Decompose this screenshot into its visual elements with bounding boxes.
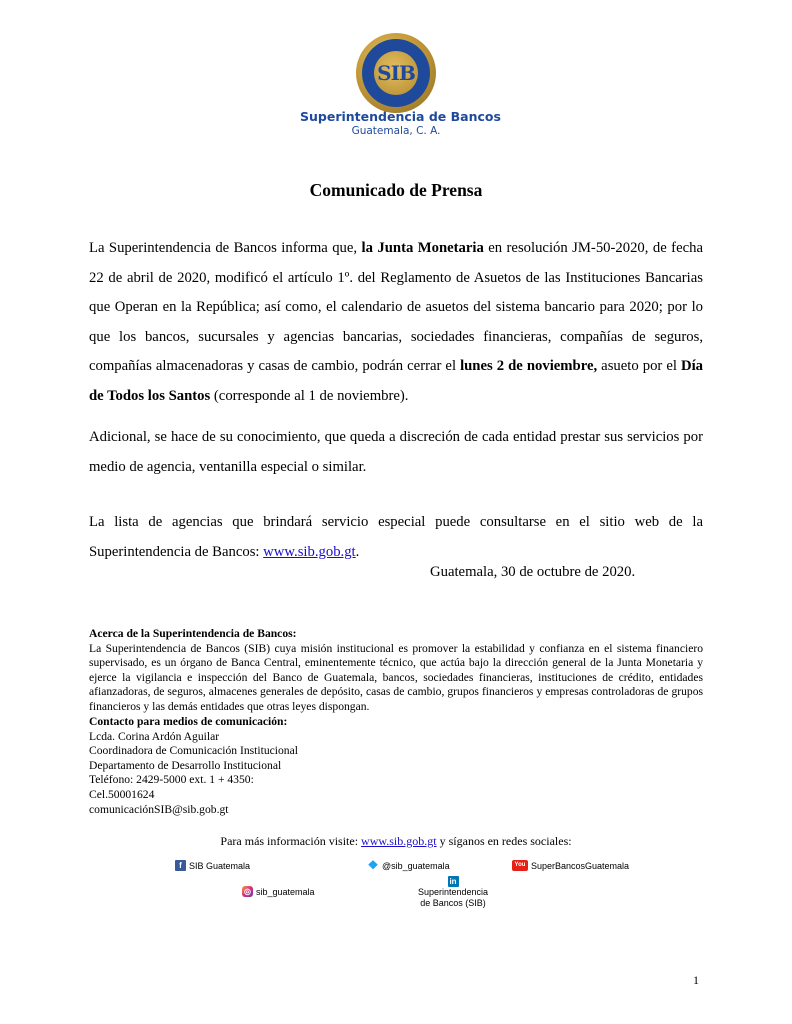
- text-run: asueto por el: [597, 358, 681, 374]
- instagram-label: sib_guatemala: [256, 886, 315, 897]
- seal-text: SIB: [377, 61, 415, 85]
- contact-section: [89, 715, 703, 817]
- twitter-icon: ❖: [367, 858, 379, 872]
- social-twitter[interactable]: [367, 860, 450, 871]
- bold-junta-monetaria: la Junta Monetaria: [361, 240, 484, 256]
- page-number: 1: [693, 973, 699, 987]
- org-name: Superintendencia de Bancos: [300, 109, 501, 124]
- linkedin-icon: in: [449, 877, 457, 886]
- seal-ring: [362, 39, 430, 107]
- sib-website-link-footer[interactable]: www.sib.gob.gt: [361, 834, 437, 848]
- about-section: [89, 627, 703, 715]
- social-instagram[interactable]: [242, 886, 315, 897]
- more-info-line: [0, 834, 792, 849]
- paragraph-agencies: [89, 508, 703, 567]
- text-run: y síganos en redes sociales:: [436, 834, 572, 848]
- paragraph-additional: Adicional, se hace de su conocimiento, que queda a discreción de cada entidad prestar sus servicios por medio de agencia, ventanilla especial o similar.: [89, 429, 703, 475]
- youtube-icon: You: [512, 860, 528, 871]
- contact-name: Lcda. Corina Ardón Aguilar: [89, 729, 220, 743]
- text-run: en resolución JM-50-2020, de fecha 22 de abril de 2020, modificó el artículo 1º. del Reglamento de Asuetos de las Instituciones Bancarias que Operan en la República; así como, el calendario de asuetos del sistema bancario para 2020; por lo que los bancos, sucursales y agencias bancarias, sociedades financieras, compañías de seguros, compañías almacenadoras y casas de cambio, podrán cerrar el: [89, 240, 703, 374]
- contact-phone: Teléfono: 2429-5000 ext. 1 + 4350:: [89, 773, 254, 787]
- date-line: Guatemala, 30 de octubre de 2020.: [430, 564, 636, 580]
- about-text: La Superintendencia de Bancos (SIB) cuya misión institucional es promover la estabilidad y confianza en el sistema financiero supervisado, es un órgano de Banca Central, eminentemente técnico, que actúa bajo la dirección general de la Junta Monetaria y ejerce la vigilancia e inspección del Banco de Guatemala, bancos, sociedades financieras, instituciones de crédito, entidades afianzadoras, de seguros, almacenes generales de depósito, casas de cambio, grupos financieros y empresas controladoras de grupos financieros y las demás entidades que otras leyes dispongan.: [89, 641, 703, 713]
- contact-cell: Cel.50001624: [89, 787, 155, 801]
- text-run: Para más información visite:: [220, 834, 362, 848]
- text-run: .: [355, 543, 360, 560]
- bold-holiday: Día de Todos los Santos: [89, 358, 703, 404]
- youtube-label: SuperBancosGuatemala: [531, 860, 630, 871]
- twitter-label: @sib_guatemala: [382, 860, 450, 871]
- sib-website-link[interactable]: www.sib.gob.gt: [263, 543, 356, 560]
- seal-center: [374, 51, 418, 95]
- social-facebook[interactable]: [175, 860, 250, 871]
- text-run: (corresponde al 1 de noviembre).: [210, 387, 409, 404]
- contact-heading: Contacto para medios de comunicación:: [89, 715, 288, 728]
- about-heading: Acerca de la Superintendencia de Bancos:: [89, 627, 297, 640]
- linkedin-label-1: Superintendencia: [417, 887, 489, 897]
- linkedin-label-2: de Bancos (SIB): [420, 898, 486, 908]
- text-run: La Superintendencia de Bancos informa que,: [89, 240, 362, 256]
- bold-date: lunes 2 de noviembre,: [460, 358, 598, 374]
- social-youtube[interactable]: [512, 860, 629, 871]
- social-linkedin[interactable]: [408, 876, 498, 909]
- contact-email[interactable]: comunicaciónSIB@sib.gob.gt: [89, 802, 229, 816]
- document-title: Comunicado de Prensa: [309, 180, 483, 200]
- paragraph-announcement: [89, 234, 703, 411]
- contact-department: Departamento de Desarrollo Institucional: [89, 758, 282, 772]
- facebook-icon: f: [175, 860, 186, 871]
- sib-seal-logo: [356, 33, 436, 113]
- text-run: La lista de agencias que brindará servicio especial puede consultarse en el sitio web de la Superintendencia de Bancos:: [89, 514, 703, 560]
- contact-role: Coordinadora de Comunicación Institucional: [89, 744, 298, 758]
- facebook-label: SIB Guatemala: [189, 860, 251, 871]
- org-subtitle: Guatemala, C. A.: [351, 125, 441, 137]
- instagram-icon: ◎: [242, 886, 253, 897]
